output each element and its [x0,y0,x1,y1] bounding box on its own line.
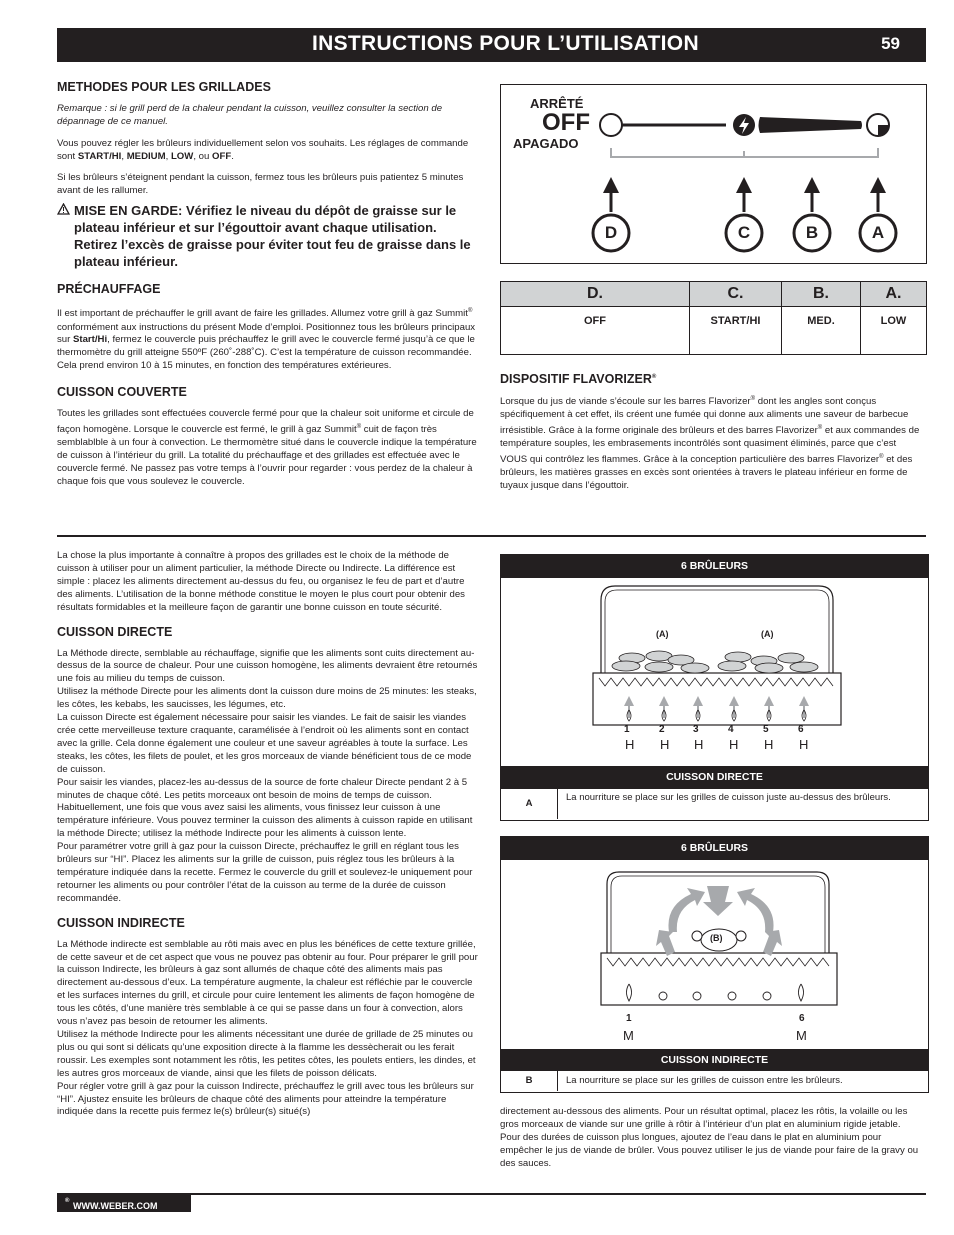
indirecte-paragraph-4: directement au-dessous des aliments. Pour un résultat optimal, placez les rôtis, la volaille ou les gros morceaux de viande sur une grille à rôtir à l’intérieur d’un plat en aluminium rigide jetable. Pour des durées de cuisson plus longues, ajoutez de l’eau dans le plat en aluminium pour empêcher le jus de viande de brûler. Vous pouvez utiliser le jus de viande pour faire de la gravy ou des sauces. [500,1106,919,1169]
warning-text: MISE EN GARDE: Vérifiez le niveau du dépôt de graisse sur le plateau inférieur et sur l’égouttoir avant chaque utilisation. Retirez l’excès de graisse pour éviter tout feu de graisse dans le plateau inférieur. [74,203,471,270]
knob-diagram [500,84,927,264]
knob-label-off: OFF [542,109,590,136]
methodes-paragraph-1: Vous pouvez régler les brûleurs individuellement selon vos souhaits. Les réglages de commande sont START/HI, MEDIUM, LOW, ou OFF. [57,137,469,162]
knob-marker-d: D [604,223,618,242]
indirect-panel-header: 6 BRÛLEURS [501,837,928,860]
directe-heading: CUISSON DIRECTE [57,624,173,639]
flavorizer-paragraph: Lorsque du jus de viande s’écoule sur les barres Flavorizer® dont les angles sont conçus spécifiquement à cet effet, ils créent une fumée qui donne aux aliments une saveur de barbecue irrésistible. Grâce à la forme originale des brûleurs et des barres Flavorizer® et aux commandes de température souples, les embrasements incontrôlés sont quasiment éliminés, parce que c’est VOUS qui contrôlez les flammes. Grâce à la conception particulière des barres Flavorizer® et des brûleurs, les matières grasses en excès sont orientées à travers le plateau inférieur en forme de tuyaux jusque dans l’égouttoir. [500,396,920,491]
burner-setting: H [764,737,774,752]
indirecte-paragraph-3: Pour régler votre grill à gaz pour la cuisson Indirecte, préchauffez le grill avec tous les brûleurs sur “HI”. Ajustez ensuite les brûleurs de chaque côté des aliments pour atteindre la température indiquée dans la recette puis fermez le(s) brûleur(s) situé(s) [57,1080,474,1118]
burner-number: 6 [799,1013,805,1024]
direct-food-marker: (A) [656,629,669,639]
burner-number: 1 [626,1013,632,1024]
direct-legend-row [501,789,928,819]
flavorizer-heading: DISPOSITIF FLAVORIZER® [500,372,657,386]
knob-table-cell: START/HI [690,307,782,355]
methodes-note: Remarque : si le grill perd de la chaleur pendant la cuisson, veuillez consulter la section de dépannage de ce manuel. [57,103,443,127]
knob-table-cell: MED. [782,307,861,355]
indirecte-continuation [500,1106,920,1171]
indirect-legend-key: B [501,1071,558,1091]
burner-number: 2 [659,724,665,735]
knob-table-cell: LOW [861,307,927,355]
footer-url: WWW.WEBER.COM ® [65,1198,158,1211]
knob-label-arrete: ARRÊTÉ [530,96,584,111]
directe-paragraph-5: Pour paramétrer votre grill à gaz pour la cuisson Directe, préchauffez le grill en réglant tous les brûleurs sur “HI”. Placez les aliments sur la grille de cuisson, puis réglez tous les brûleurs à la température indiquée dans la recette. Fermez le couvercle du grill et soulevez-le uniquement pour retourner les aliments ou pour contrôler l’état de la cuisson au terme de la durée de cuisson recommandée. [57,841,473,904]
burner-setting: H [625,737,635,752]
direct-panel-header: 6 BRÛLEURS [501,555,928,578]
indirect-grill-illustration [501,860,928,1045]
burner-setting: H [694,737,704,752]
couverte-paragraph: Toutes les grillades sont effectuées couvercle fermé pour que la chaleur soit uniforme et circule de façon homogène. Lorsque le couvercle est fermé, le grill à gaz Summit® cuit de façon très semblablble à un four à convection. Le thermomètre situé dans le couvercle indique la température de cuisson à l’intérieur du grill. La totalité du préchauffage et des grillades est effectuée avec le couvercle fermé. Ne passez pas votre temps à l’ouvrir pour regarder : vous perdez de la chaleur à chaque fois que vous soulevez le couvercle. [57,408,477,487]
knob-marker-a: A [871,223,885,242]
warning-block [57,202,482,270]
directe-paragraph-3: La cuisson Directe est également nécessaire pour saisir les viandes. Le fait de saisir les viandes crée cette merveilleuse texture craquante, caramélisée à l’endroit où les aliments sont en contact avec la grille. Cela donne également une couleur et une saveur agréables à toute la surface. Les steaks, les côtes, les filets de poulet, et les gros morceaux de viande bénéficient tous de ce mode de cuisson. [57,712,472,775]
directe-paragraph-2: Utilisez la méthode Directe pour les aliments dont la cuisson dure moins de 25 minutes: les steaks, les côtes, les kebabs, les saucisses, les légumes, etc. [57,686,477,711]
burner-number: 3 [693,724,699,735]
knob-marker-b: B [805,223,819,242]
burner-setting: H [729,737,739,752]
prechauffage-paragraph: Il est important de préchauffer le grill avant de faire les grillades. Allumez votre grill à gaz Summit® conformément aux instructions du présent Mode d’emploi. Positionnez tous les brûleurs principaux sur Start/Hi, fermez le couvercle puis préchauffez le grill avec le couvercle fermé jusqu’à ce que le thermomètre du grill atteigne 550ºF (260˚-288˚C). C’est la température de cuisson recommandée. Cela prend environ 10 à 15 minutes, en fonction des températures extérieures. [57,308,476,372]
warning-icon [57,202,74,270]
knob-table-header: A. [861,282,927,307]
knob-label-apagado: APAGADO [513,136,579,151]
methodes-section [57,80,482,489]
indirect-legend-row [501,1071,928,1091]
indirect-cooking-panel [500,836,929,1093]
direct-legend-key: A [501,789,558,819]
knob-table-cell: OFF [501,307,690,355]
intro-paragraph: La chose la plus importante à connaître à propos des grillades est le choix de la méthode de cuisson à utiliser pour un aliment particulier, la méthode Directe ou Indirecte. La différence est simple : placez les aliments directement au-dessus du feu, ou organisez le feu de part et d’autre des aliments. L’utilisation de la bonne méthode constitue le moyen le plus court pour obtenir des résultats formidables et la meilleure façon de garantir une bonne cuisson en toute sécurité. [57,550,465,613]
couverte-heading: CUISSON COUVERTE [57,385,187,400]
direct-burner-settings [621,724,821,754]
methods-explanation [57,550,482,1119]
page-title: INSTRUCTIONS POUR L’UTILISATION [312,32,699,55]
page-header [57,28,926,62]
burner-number: 6 [798,724,804,735]
burner-number: 1 [624,724,630,735]
flavorizer-section [500,372,920,493]
directe-paragraph-1: La Méthode directe, semblable au réchauffage, signifie que les aliments sont cuits directement au-dessus de la source de chaleur. Pour une cuisson homogène, les aliments devraient être retournés une fois au milieu du temps de cuisson. [57,647,478,685]
directe-paragraph-4: Pour saisir les viandes, placez-les au-dessus de la source de forte chaleur Directe pendant 2 à 5 minutes de chaque côté. Les petits morceaux ont besoin de moins de temps de cuisson. Habituellement, une fois que vous avez saisi les aliments, vous finissez leur cuisson à une température inférieure. Vous pouvez terminer la cuisson des aliments à cuisson rapide en utilisant la méthode Directe; utilisez la méthode Indirecte pour les aliments à cuisson lente. [57,776,473,840]
indirecte-heading: CUISSON INDIRECTE [57,915,185,930]
methodes-heading: METHODES POUR LES GRILLADES [57,80,271,94]
prechauffage-heading: PRÉCHAUFFAGE [57,282,161,297]
burner-number: 4 [728,724,734,735]
burner-setting: H [660,737,670,752]
indirect-legend-text: La nourriture se place sur les grilles de cuisson entre les brûleurs. [566,1075,843,1086]
direct-food-marker: (A) [761,629,774,639]
direct-cooking-panel [500,554,929,821]
indirecte-paragraph-2: Utilisez la méthode Indirecte pour les aliments nécessitant une durée de grillade de 25 minutes ou plus ou qui sont si délicats qu’une exposition directe à la flamme les dessècherait ou les ferait roussir. Les exemples sont notamment les rôtis, les petites côtes, les poulets entiers, les dindes, et les autres gros morceaux de viande, ainsi que les filets de poisson délicats. [57,1029,476,1079]
knob-table-header: B. [782,282,861,307]
direct-panel-caption: CUISSON DIRECTE [501,766,928,789]
burner-setting: M [796,1028,807,1043]
section-divider [57,535,926,537]
methodes-paragraph-2: Si les brûleurs s’éteignent pendant la cuisson, fermez tous les brûleurs puis patientez 5 minutes avant de les rallumer. [57,171,464,196]
direct-legend-text: La nourriture se place sur les grilles de cuisson juste au-dessus des brûleurs. [566,792,891,803]
indirect-panel-caption: CUISSON INDIRECTE [501,1049,928,1071]
indirecte-paragraph-1: La Méthode indirecte est semblable au rôti mais avec en plus les bénéfices de cette texture grillée, de cette saveur et de cet aspect que vous ne pouvez pas obtenir au four. Pour préparer le grill pour la cuisson Indirecte, les brûleurs à gaz sont allumés de chaque côté des aliments mais pas directement au-dessous d’eux. La température augmente, la chaleur est réfléchie par le couvercle et les surfaces internes du grill, et circule pour cuire lentement les aliments de façon homogène de tous les côtés, d’une manière très semblable à ce qui se passe dans un four à convection, alors vous n’avez pas besoin de retourner les aliments. [57,938,478,1028]
knob-table-header: D. [501,282,690,307]
page-number: 59 [881,34,900,53]
burner-number: 5 [763,724,769,735]
indirect-food-marker: (B) [710,933,723,943]
burner-setting: M [623,1028,634,1043]
knob-marker-c: C [737,223,751,242]
knob-table-header: C. [690,282,782,307]
footer-url-badge [57,1195,191,1212]
burner-setting: H [799,737,809,752]
knob-settings-table [500,281,927,355]
